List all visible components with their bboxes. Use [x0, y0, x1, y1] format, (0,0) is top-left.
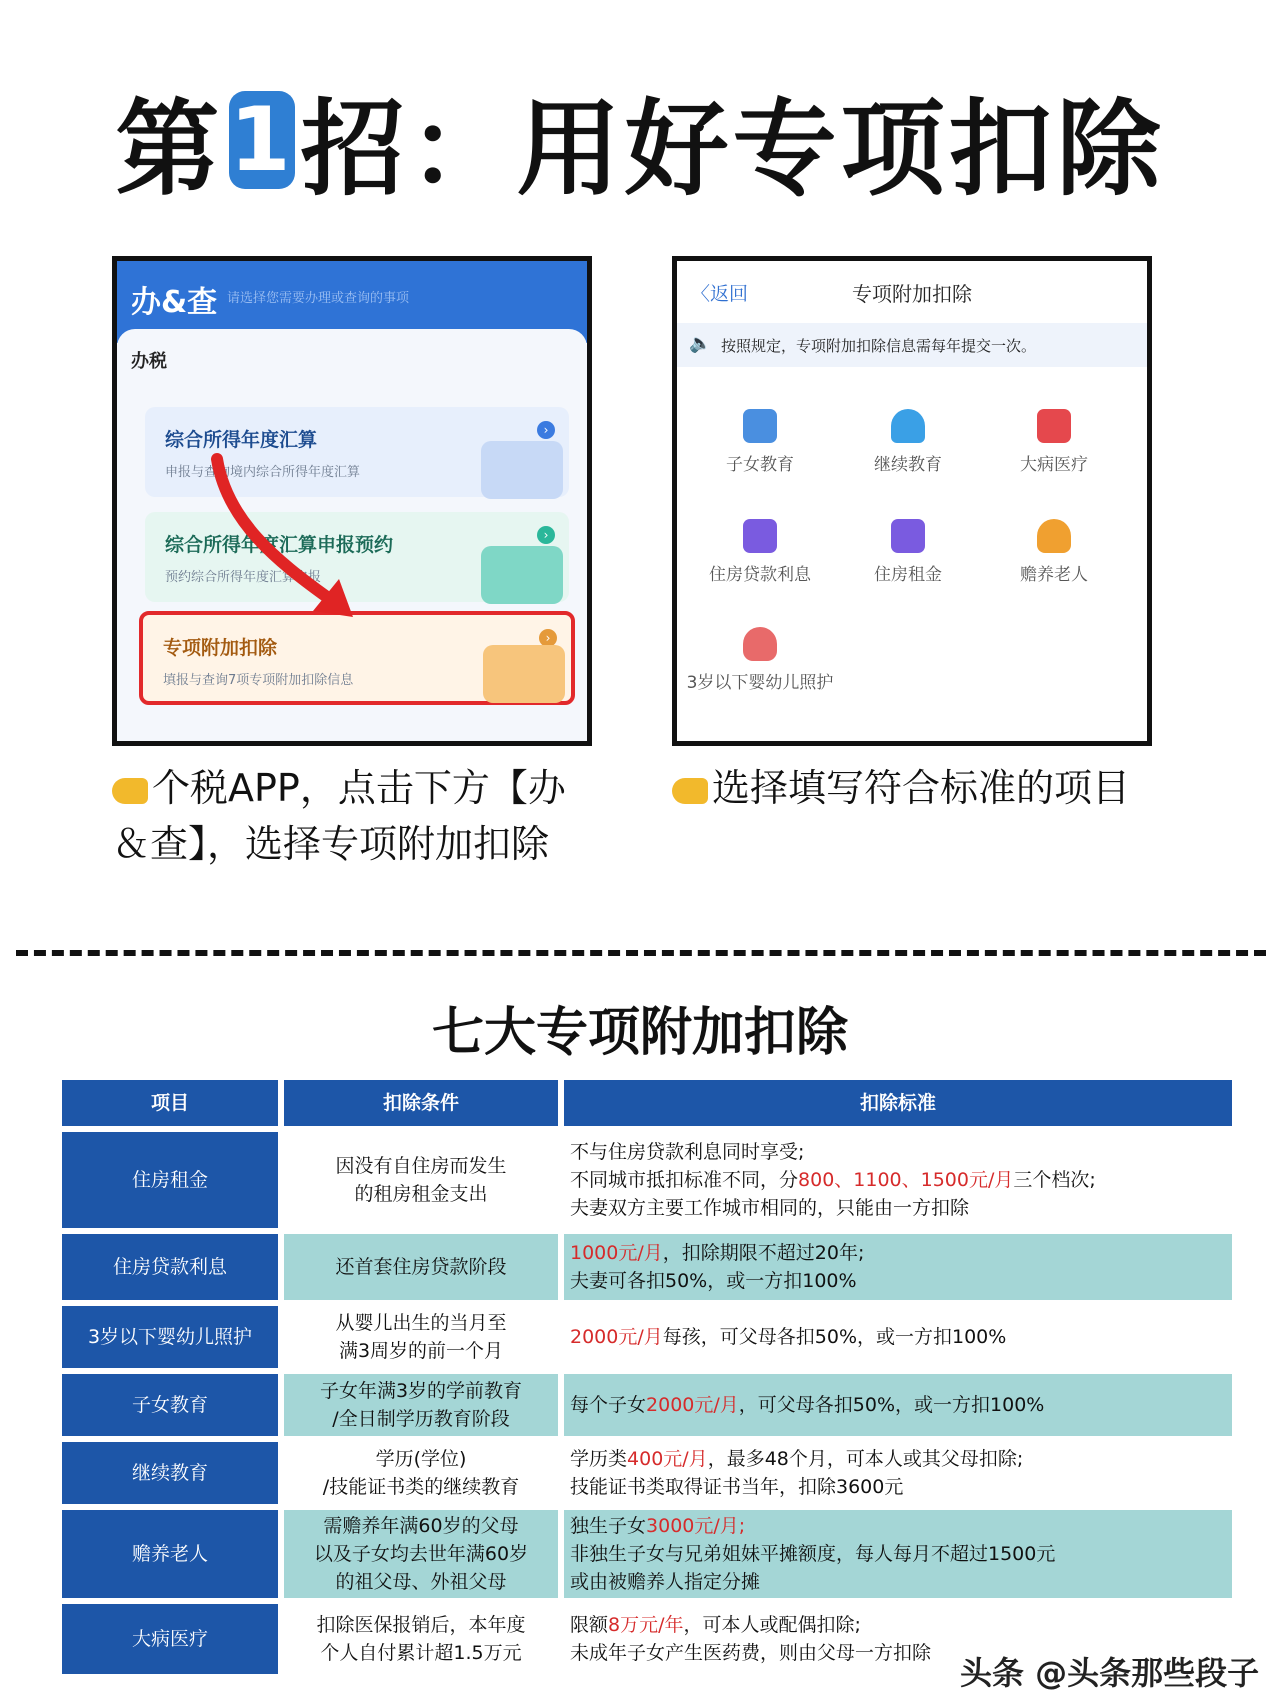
condition-line: 满3周岁的前一个月	[338, 1340, 504, 1362]
graduation-cap-icon	[891, 409, 925, 443]
amount-highlight: 400元/月	[627, 1448, 708, 1470]
header-condition: 扣除条件	[284, 1080, 558, 1126]
cell-condition	[284, 1604, 558, 1674]
caption-text: 选择填写符合标准的项目	[712, 766, 1131, 810]
standard-line	[570, 1473, 1023, 1501]
item-label: 子女教育	[726, 455, 794, 475]
cell-condition	[284, 1510, 558, 1598]
item-mortgage-interest[interactable]	[685, 519, 835, 589]
condition-line: 子女年满3岁的学前教育	[319, 1380, 523, 1402]
chevron-right-icon: ›	[537, 526, 555, 544]
cell-standard	[564, 1510, 1232, 1598]
item-label: 3岁以下婴幼儿照护	[686, 673, 834, 693]
condition-line: 的祖父母、外祖父母	[335, 1571, 507, 1593]
back-button[interactable]: 〈返回	[691, 283, 749, 305]
standard-text: 技能证书类取得证书当年，扣除3600元	[570, 1476, 904, 1498]
amount-highlight: 8万元/年	[608, 1614, 684, 1636]
item-label: 继续教育	[874, 455, 942, 475]
item-housing-rent[interactable]	[833, 519, 983, 589]
app-screenshot-special-deduction	[672, 256, 1152, 746]
screen-title: 专项附加扣除	[852, 282, 972, 306]
amount-highlight: 800、1100、1500元/月	[798, 1169, 1014, 1191]
card-title: 专项附加扣除	[163, 637, 278, 659]
standard-text: 三个档次;	[1013, 1169, 1096, 1191]
notice-text: 按照规定，专项附加扣除信息需每年提交一次。	[721, 337, 1037, 355]
standard-text: 学历类	[570, 1448, 628, 1470]
standard-text: 每个子女	[570, 1394, 647, 1416]
red-arrow-icon	[117, 261, 592, 746]
pointing-hand-icon	[112, 778, 148, 804]
standard-line	[570, 1568, 1055, 1596]
standard-text: 限额	[570, 1614, 609, 1636]
standard-line	[570, 1540, 1055, 1568]
table-title: 七大专项附加扣除	[431, 1003, 848, 1063]
title-text: 招：用好专项扣除	[300, 88, 1165, 210]
cell-standard	[564, 1374, 1232, 1436]
caption-text: 个税APP，点击下方【办＆查】，选择专项附加扣除	[112, 766, 566, 866]
table-row	[62, 1374, 1232, 1436]
standard-text: 未成年子女产生医药费，则由父母一方扣除	[570, 1642, 932, 1664]
header-hint: 请选择您需要办理或查询的事项	[227, 291, 410, 306]
card-subtitle: 预约综合所得年度汇算申报	[165, 570, 322, 585]
header-item: 项目	[62, 1080, 278, 1126]
card-subtitle: 申报与查询境内综合所得年度汇算	[165, 465, 361, 480]
table-header-row	[62, 1080, 1232, 1126]
condition-line: /全日制学历教育阶段	[332, 1408, 510, 1430]
title-prefix: 第	[115, 88, 224, 210]
condition-line: 需赡养年满60岁的父母	[323, 1515, 519, 1537]
chevron-right-icon: ›	[537, 421, 555, 439]
standard-line	[570, 1138, 1096, 1166]
dashed-divider	[16, 950, 1266, 956]
standard-text: 不同城市抵扣标准不同，分	[570, 1169, 799, 1191]
cell-condition	[284, 1442, 558, 1504]
cell-item: 赡养老人	[62, 1510, 278, 1598]
card-title: 综合所得年度汇算	[165, 429, 318, 451]
table-row	[62, 1510, 1232, 1598]
notice-bar	[677, 323, 1147, 367]
table-row	[62, 1306, 1232, 1368]
table-row	[62, 1132, 1232, 1228]
caption-right	[672, 760, 1142, 816]
condition-line: 因没有自住房而发生	[335, 1155, 507, 1177]
app-screenshot-ban-cha	[112, 256, 592, 746]
cell-item: 子女教育	[62, 1374, 278, 1436]
condition-line: /技能证书类的继续教育	[322, 1476, 520, 1498]
medical-kit-icon	[1037, 409, 1071, 443]
item-children-education[interactable]	[685, 409, 835, 479]
card-title: 综合所得年度汇算申报预约	[165, 534, 394, 556]
amount-highlight: 2000元/月	[570, 1326, 663, 1348]
brand-label: 办&查	[131, 285, 218, 320]
standard-text: ，扣除期限不超过20年;	[662, 1242, 865, 1264]
standard-text: ，可本人或配偶扣除;	[683, 1614, 861, 1636]
books-icon	[743, 409, 777, 443]
condition-line: 以及子女均去世年满60岁	[313, 1543, 529, 1565]
condition-line: 扣除医保报销后，本年度	[316, 1614, 526, 1636]
cell-item: 继续教育	[62, 1442, 278, 1504]
amount-highlight: 1000元/月	[570, 1242, 663, 1264]
standard-text: 每孩，可父母各扣50%，或一方扣100%	[662, 1326, 1007, 1348]
cell-item: 3岁以下婴幼儿照护	[62, 1306, 278, 1368]
condition-line: 学历(学位)	[375, 1448, 467, 1470]
item-label: 住房租金	[874, 565, 942, 585]
standard-text: 夫妻可各扣50%，或一方扣100%	[570, 1270, 857, 1292]
item-infant-care[interactable]	[685, 627, 835, 697]
cell-item: 住房租金	[62, 1132, 278, 1228]
standard-line	[570, 1445, 1023, 1473]
baby-icon	[743, 627, 777, 661]
item-continuing-education[interactable]	[833, 409, 983, 479]
step-number-badge: 1	[229, 88, 295, 191]
standard-text: ，可父母各扣50%，或一方扣100%	[738, 1394, 1045, 1416]
house-key-icon	[891, 519, 925, 553]
item-label: 赡养老人	[1020, 565, 1088, 585]
standard-line	[570, 1611, 931, 1639]
chevron-right-icon: ›	[539, 629, 557, 647]
item-label: 住房贷款利息	[709, 565, 811, 585]
cell-item: 大病医疗	[62, 1604, 278, 1674]
cell-standard	[564, 1442, 1232, 1504]
amount-highlight: 2000元/月	[646, 1394, 739, 1416]
standard-text: 独生子女	[570, 1515, 647, 1537]
card-subtitle: 填报与查询7项专项附加扣除信息	[163, 673, 354, 688]
cell-condition	[284, 1234, 558, 1300]
standard-line	[570, 1267, 864, 1295]
item-elderly-support[interactable]	[979, 519, 1129, 589]
pointing-hand-icon	[672, 778, 708, 804]
section-title: 办税	[131, 351, 167, 372]
standard-text: 非独生子女与兄弟姐妹平摊额度，每人每月不超过1500元	[570, 1543, 1056, 1565]
standard-text: 或由被赡养人指定分摊	[570, 1571, 761, 1593]
standard-line	[570, 1323, 1006, 1351]
standard-text: 夫妻双方主要工作城市相同的，只能由一方扣除	[570, 1197, 970, 1219]
standard-text: 不与住房贷款利息同时享受;	[570, 1141, 805, 1163]
house-yuan-icon	[743, 519, 777, 553]
cell-standard	[564, 1306, 1232, 1368]
standard-text: ，最多48个月，可本人或其父母扣除;	[707, 1448, 1024, 1470]
table-row	[62, 1442, 1232, 1504]
cell-standard	[564, 1234, 1232, 1300]
header-standard: 扣除标准	[564, 1080, 1232, 1126]
watermark: 头条 @头条那些段子	[960, 1654, 1260, 1692]
standard-line	[570, 1194, 1096, 1222]
standard-line	[570, 1512, 1055, 1540]
standard-line	[570, 1639, 931, 1667]
deduction-table	[62, 1080, 1232, 1680]
condition-line: 个人自付累计超1.5万元	[320, 1642, 522, 1664]
condition-line: 从婴儿出生的当月至	[335, 1312, 507, 1334]
condition-line: 还首套住房贷款阶段	[335, 1256, 507, 1278]
standard-line	[570, 1391, 1044, 1419]
cell-condition	[284, 1306, 558, 1368]
cell-standard	[564, 1132, 1232, 1228]
elder-icon	[1037, 519, 1071, 553]
standard-line	[570, 1166, 1096, 1194]
speaker-icon: 🔈	[689, 333, 712, 354]
caption-left	[112, 760, 602, 872]
cell-condition	[284, 1132, 558, 1228]
table-row	[62, 1234, 1232, 1300]
item-serious-illness[interactable]	[979, 409, 1129, 479]
cell-condition	[284, 1374, 558, 1436]
item-label: 大病医疗	[1020, 455, 1088, 475]
condition-line: 的租房租金支出	[354, 1183, 488, 1205]
standard-line	[570, 1239, 864, 1267]
cell-item: 住房贷款利息	[62, 1234, 278, 1300]
amount-highlight: 3000元/月;	[646, 1515, 746, 1537]
page-title	[115, 80, 1165, 210]
